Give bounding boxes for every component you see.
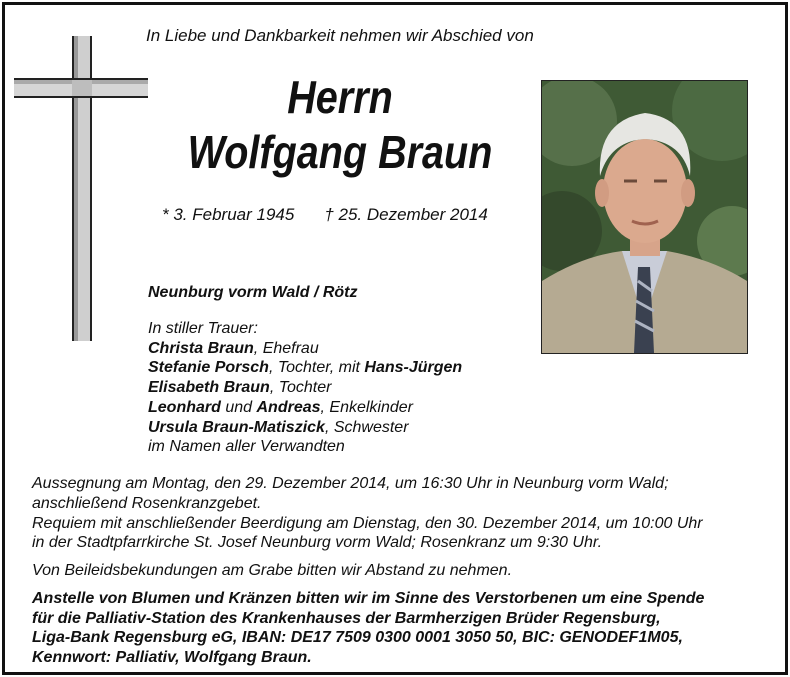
- birth-date: * 3. Februar 1945: [162, 205, 295, 224]
- title-honorific: Herrn: [287, 71, 393, 123]
- mourner-name: Andreas: [256, 398, 321, 416]
- mourner-name: Hans-Jürgen: [364, 359, 463, 377]
- mourner-name: Christa Braun: [148, 339, 254, 357]
- intro-line: In Liebe und Dankbarkeit nehmen wir Abschied von: [146, 26, 534, 45]
- mourner-line: [148, 398, 462, 418]
- mourner-line: [148, 339, 462, 359]
- mourner-relation: , Tochter: [269, 379, 332, 397]
- mourner-relation: , Schwester: [324, 418, 409, 436]
- donation-note: Anstelle von Blumen und Kränzen bitten wir im Sinne des Verstorbenen um eine Spende für die Palliativ-Station des Krankenhauses der Barmherzigen Brüder Regensburg, Liga-Bank Regensburg eG, IBAN: DE17 7509 0300 0001 3050 50, BIC: GENODEF1M05, Kennwort: Palliativ, Wolfgang Braun.: [32, 590, 705, 666]
- mourner-line: [148, 358, 462, 378]
- service-notice: Aussegnung am Montag, den 29. Dezember 2014, um 16:30 Uhr in Neunburg vorm Wald; anschließend Rosenkranzgebet. Requiem mit anschließender Beerdigung am Dienstag, den 30. Dezember 2014, um 10:00 Uhr in der Stadtpfarrkirche St. Josef Neunburg vorm Wald; Rosenkranz um 9:30 Uhr.: [32, 475, 703, 552]
- deceased-name: Wolfgang Braun: [187, 126, 493, 179]
- death-date: † 25. Dezember 2014: [324, 205, 488, 224]
- mourner-line: [148, 378, 462, 398]
- deceased-title: [150, 70, 530, 180]
- cross-icon: [14, 36, 148, 341]
- mourners-heading: In stiller Trauer:: [148, 320, 258, 337]
- mourner-name: Ursula Braun-Matiszick: [148, 418, 325, 436]
- mourner-line: [148, 418, 462, 438]
- mourners-closing: im Namen aller Verwandten: [148, 438, 345, 456]
- portrait-photo: [541, 80, 748, 354]
- mourner-name: Elisabeth Braun: [148, 379, 270, 397]
- life-dates: [162, 205, 488, 225]
- mourner-name: Leonhard: [148, 398, 221, 416]
- mourner-connector: und: [220, 398, 257, 416]
- condolence-note: Von Beileidsbekundungen am Grabe bitten wir Abstand zu nehmen.: [32, 562, 513, 579]
- mourner-name: Stefanie Porsch: [148, 359, 269, 377]
- mourner-relation: , Enkelkinder: [320, 398, 414, 416]
- hometown: Neunburg vorm Wald / Rötz: [148, 284, 358, 301]
- mourner-relation: , Ehefrau: [253, 339, 319, 357]
- mourner-relation: , Tochter, mit: [268, 359, 365, 377]
- mourners-list: [148, 319, 462, 457]
